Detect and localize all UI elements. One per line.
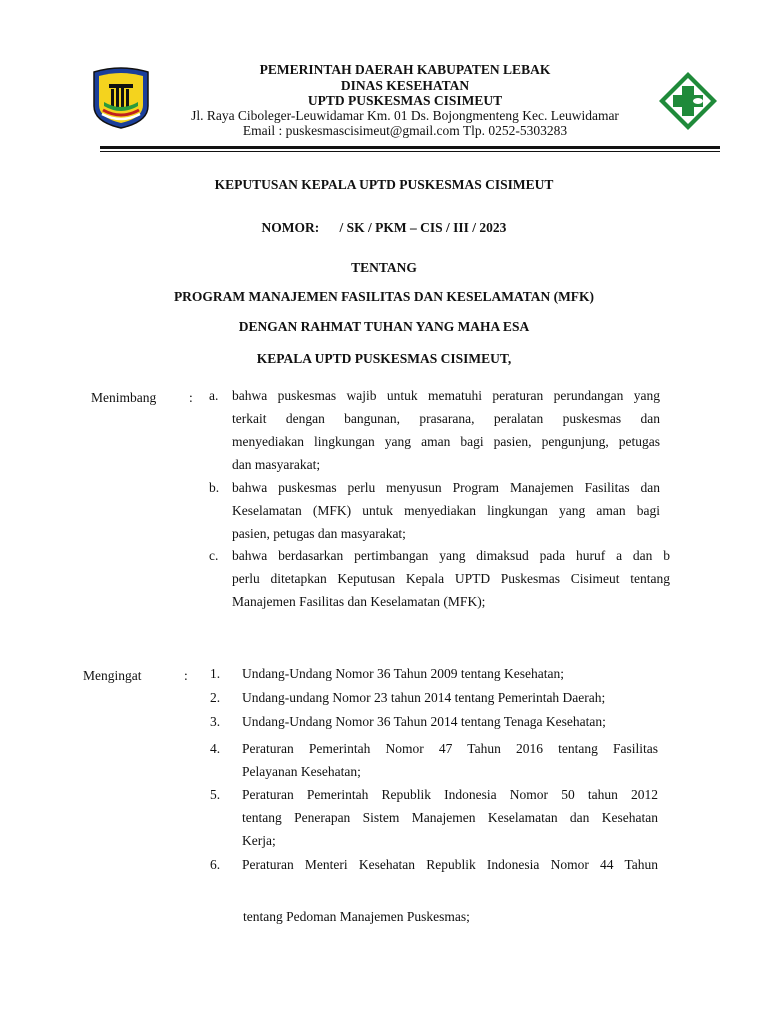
agency-name-line1: PEMERINTAH DAERAH KABUPATEN LEBAK [259, 62, 551, 77]
mengingat-1-line: Undang-Undang Nomor 36 Tahun 2009 tentang Kesehatan; [242, 666, 564, 681]
letterhead-divider-thin [100, 151, 720, 152]
agency-name-line3: UPTD PUSKESMAS CISIMEUT [307, 93, 503, 108]
mengingat-item-4 [242, 737, 658, 783]
mengingat-marker-4: 4. [210, 741, 221, 756]
mengingat-5-line: Peraturan Pemerintah Republik Indonesia Nomor 50 tahun 2012 [242, 787, 658, 802]
decree-about: TENTANG [351, 260, 417, 275]
menimbang-label: Menimbang [91, 390, 157, 405]
menimbang-c-line: Manajemen Fasilitas dan Keselamatan (MFK); [232, 594, 486, 609]
mengingat-4-line: Pelayanan Kesehatan; [242, 764, 361, 779]
mengingat-marker-3: 3. [210, 714, 221, 729]
decree-title: KEPUTUSAN KEPALA UPTD PUSKESMAS CISIMEUT [214, 177, 554, 192]
menimbang-b-line: pasien, petugas dan masyarakat; [232, 526, 406, 541]
menimbang-item-c [232, 544, 670, 613]
menimbang-colon: : [189, 390, 193, 405]
agency-address: Jl. Raya Ciboleger-Leuwidamar Km. 01 Ds. Bojongmenteng Kec. Leuwidamar [191, 108, 619, 123]
mengingat-marker-1: 1. [210, 666, 221, 681]
menimbang-c-line: bahwa berdasarkan pertimbangan yang dimaksud pada huruf a dan b [232, 548, 670, 563]
mengingat-marker-2: 2. [210, 690, 221, 705]
mengingat-5-line: Kerja; [242, 833, 276, 848]
mengingat-3-line: Undang-Undang Nomor 36 Tahun 2014 tentang Tenaga Kesehatan; [242, 714, 606, 729]
menimbang-c-line: perlu ditetapkan Keputusan Kepala UPTD Puskesmas Cisimeut tentang [232, 571, 670, 586]
program-title: PROGRAM MANAJEMEN FASILITAS DAN KESELAMATAN (MFK) [173, 289, 595, 304]
mengingat-colon: : [184, 668, 188, 683]
decree-number: NOMOR: / SK / PKM – CIS / III / 2023 [261, 220, 507, 235]
agency-contact: Email : puskesmascisimeut@gmail.com Tlp. 0252-5303283 [242, 123, 568, 138]
mengingat-item-5 [242, 783, 658, 852]
mengingat-item-1 [242, 662, 662, 685]
menimbang-a-line: bahwa puskesmas wajib untuk mematuhi peraturan perundangan yang [232, 388, 660, 403]
menimbang-a-line: menyediakan lingkungan yang aman bagi pasien, pengunjung, petugas [232, 434, 660, 449]
menimbang-b-line: bahwa puskesmas perlu menyusun Program Manajemen Fasilitas dan [232, 480, 660, 495]
mengingat-5-line: tentang Penerapan Sistem Manajemen Keselamatan dan Kesehatan [242, 810, 658, 825]
puskesmas-cross-icon [657, 70, 719, 132]
menimbang-item-a [232, 384, 660, 476]
menimbang-marker-c: c. [209, 548, 219, 563]
mengingat-marker-5: 5. [210, 787, 221, 802]
menimbang-b-line: Keselamatan (MFK) untuk menyediakan lingkungan yang aman bagi [232, 503, 660, 518]
menimbang-a-line: terkait dengan bangunan, prasarana, peralatan puskesmas dan [232, 411, 660, 426]
page-cut-region [200, 853, 670, 872]
mengingat-item-2 [242, 686, 662, 709]
mengingat-item-3 [242, 710, 662, 733]
agency-name-line2: DINAS KESEHATAN [340, 78, 470, 93]
menimbang-marker-b: b. [209, 480, 220, 495]
menimbang-item-b [232, 476, 660, 545]
mengingat-2-line: Undang-undang Nomor 23 tahun 2014 tentang Pemerintah Daerah; [242, 690, 606, 705]
mengingat-item-6 [242, 853, 658, 876]
mengingat-marker-6: 6. [210, 857, 221, 872]
mengingat-label: Mengingat [83, 668, 142, 683]
menimbang-marker-a: a. [209, 388, 219, 403]
regency-emblem-icon [90, 66, 152, 130]
mengingat-continuation: tentang Pedoman Manajemen Puskesmas; [243, 909, 470, 924]
menimbang-a-line: dan masyarakat; [232, 457, 321, 472]
mengingat-6-line: Peraturan Menteri Kesehatan Republik Indonesia Nomor 44 Tahun [242, 857, 658, 872]
letterhead-divider-thick [100, 146, 720, 149]
grace-line: DENGAN RAHMAT TUHAN YANG MAHA ESA [238, 319, 530, 334]
head-line: KEPALA UPTD PUSKESMAS CISIMEUT, [256, 351, 512, 366]
mengingat-4-line: Peraturan Pemerintah Nomor 47 Tahun 2016 tentang Fasilitas [242, 741, 658, 756]
